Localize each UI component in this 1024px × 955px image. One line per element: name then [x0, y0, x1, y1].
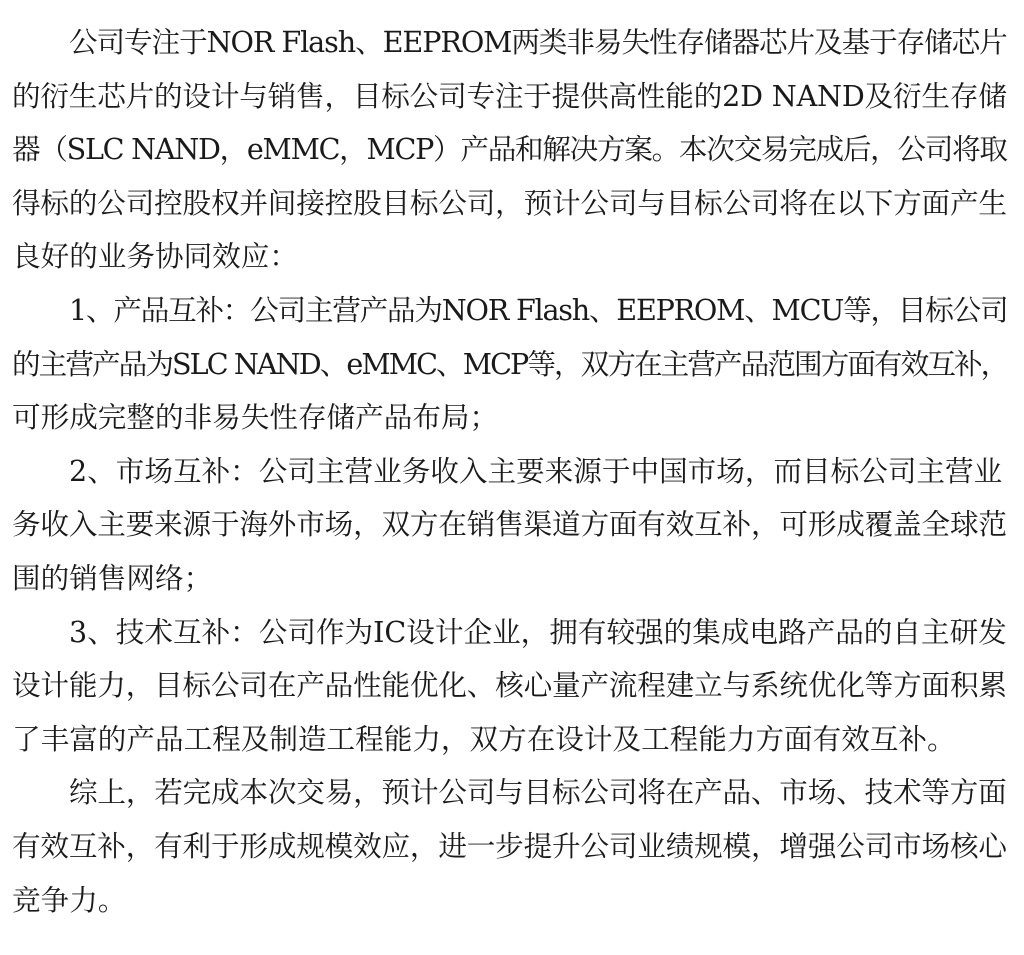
- paragraph-intro: [12, 16, 1007, 284]
- text-line: 的主营产品为SLC NAND、eMMC、MCP等，双方在主营产品范围方面有效互补，: [12, 346, 1008, 381]
- text-line: 1、产品互补：公司主营产品为NOR Flash、EEPROM、MCU等，目标公司: [69, 292, 1008, 327]
- text-line: 设计能力，目标公司在产品性能优化、核心量产流程建立与系统优化等方面积累: [12, 668, 1007, 703]
- text-line: 良好的业务协同效应：: [12, 239, 298, 274]
- text-line: 围的销售网络；: [12, 560, 213, 595]
- text-line: 得标的公司控股权并间接控股目标公司，预计公司与目标公司将在以下方面产生: [12, 185, 1007, 220]
- document-body: [12, 16, 1007, 927]
- paragraph-market-complement: [12, 445, 1007, 606]
- text-line: 器（SLC NAND，eMMC，MCP）产品和解决方案。本次交易完成后，公司将取: [12, 132, 1007, 167]
- text-line: 可形成完整的非易失性存储产品布局；: [12, 400, 499, 435]
- text-line: 公司专注于NOR Flash、EEPROM两类非易失性存储器芯片及基于存储芯片: [69, 25, 1007, 59]
- text-line: 竞争力。: [12, 882, 127, 917]
- text-line: 务收入主要来源于海外市场，双方在销售渠道方面有效互补，可形成覆盖全球范: [12, 507, 1007, 542]
- text-line: 的衍生芯片的设计与销售，目标公司专注于提供高性能的2D NAND及衍生存储: [12, 78, 1007, 113]
- text-line: 有效互补，有利于形成规模效应，进一步提升公司业绩规模，增强公司市场核心: [12, 828, 1007, 863]
- paragraph-product-complement: [12, 284, 1007, 445]
- text-line: 综上，若完成本次交易，预计公司与目标公司将在产品、市场、技术等方面: [69, 775, 1007, 810]
- text-line: 3、技术互补：公司作为IC设计企业，拥有较强的集成电路产品的自主研发: [69, 614, 1007, 649]
- text-line: 了丰富的产品工程及制造工程能力，双方在设计及工程能力方面有效互补。: [12, 721, 956, 756]
- paragraph-technology-complement: [12, 606, 1007, 767]
- text-line: 2、市场互补：公司主营业务收入主要来源于中国市场，而目标公司主营业: [69, 453, 1003, 488]
- paragraph-summary: [12, 766, 1007, 927]
